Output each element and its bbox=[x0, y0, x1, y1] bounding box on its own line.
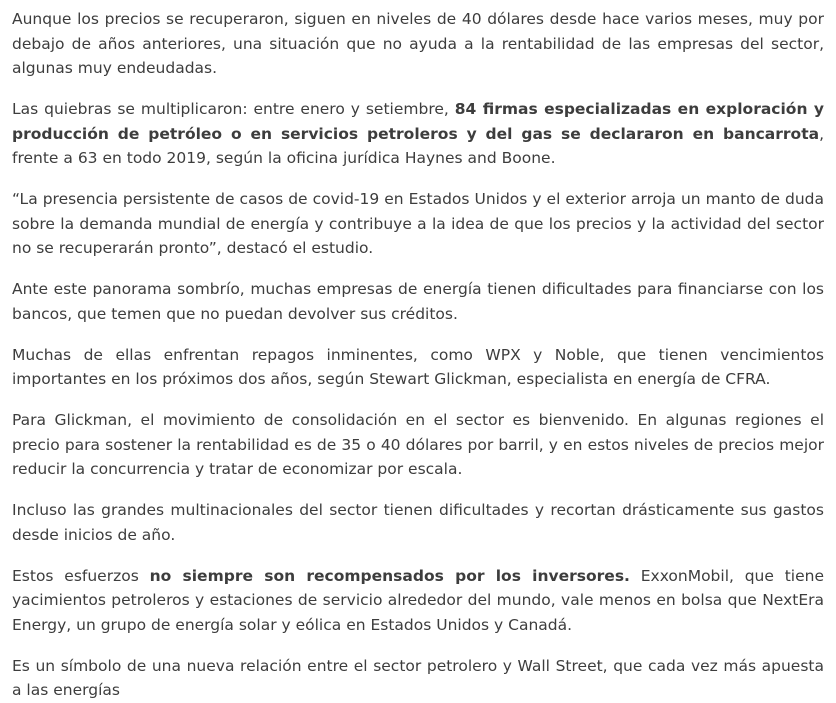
paragraph-wall-street: Es un símbolo de una nueva relación entre el sector petrolero y Wall Street, que cada vez más apuesta a las energías bbox=[12, 656, 824, 699]
paragraph-quiebras-highlight: 84 firmas especializadas en exploración y producción de petróleo o en servicios petroleros y del gas se declararon en bancarrota bbox=[12, 100, 824, 143]
paragraph-quiebras-text-start: Las quiebras se multiplicaron: entre enero y setiembre, bbox=[12, 100, 455, 118]
paragraph-panorama: Ante este panorama sombrío, muchas empresas de energía tienen dificultades para financiarse con los bancos, que temen que no puedan devolver sus créditos. bbox=[12, 280, 824, 323]
paragraph-inversores-text-end: ExxonMobil, que tiene yacimientos petroleros y estaciones de servicio alrededor del mundo, vale menos en bolsa que NextEra Energy, un grupo de energía solar y eólica en Estados Unidos y Canadá. bbox=[12, 566, 824, 634]
paragraph-quiebras bbox=[12, 97, 824, 171]
paragraph-repagos: Muchas de ellas enfrentan repagos inminentes, como WPX y Noble, que tienen vencimientos importantes en los próximos dos años, según Stewart Glickman, especialista en energía de CFRA. bbox=[12, 345, 824, 388]
paragraph-glickman: Para Glickman, el movimiento de consolidación en el sector es bienvenido. En algunas regiones el precio para sostener la rentabilidad es de 35 o 40 dólares por barril, y en estos niveles de precios mejor reducir la concurrencia y tratar de economizar por escala. bbox=[12, 411, 824, 478]
paragraph-quiebras-text-end: , frente a 63 en todo 2019, según la oficina jurídica Haynes and Boone. bbox=[12, 124, 824, 167]
paragraph-multinacionales: Incluso las grandes multinacionales del sector tienen dificultades y recortan drásticamente sus gastos desde inicios de año. bbox=[12, 501, 824, 544]
paragraph-inversores-text-start: Estos esfuerzos bbox=[12, 566, 150, 585]
paragraph-inversores bbox=[12, 564, 824, 638]
paragraph-covid-quote: “La presencia persistente de casos de covid-19 en Estados Unidos y el exterior arroja un manto de duda sobre la demanda mundial de energía y contribuye a la idea de que los precios y la actividad del sector no se recuperarán pronto”, destacó el estudio. bbox=[12, 190, 824, 257]
paragraph-precios: Aunque los precios se recuperaron, siguen en niveles de 40 dólares desde hace varios meses, muy por debajo de años anteriores, una situación que no ayuda a la rentabilidad de las empresas del sector, algunas muy endeudadas. bbox=[12, 10, 824, 77]
paragraph-inversores-highlight: no siempre son recompensados por los inversores. bbox=[149, 566, 630, 585]
